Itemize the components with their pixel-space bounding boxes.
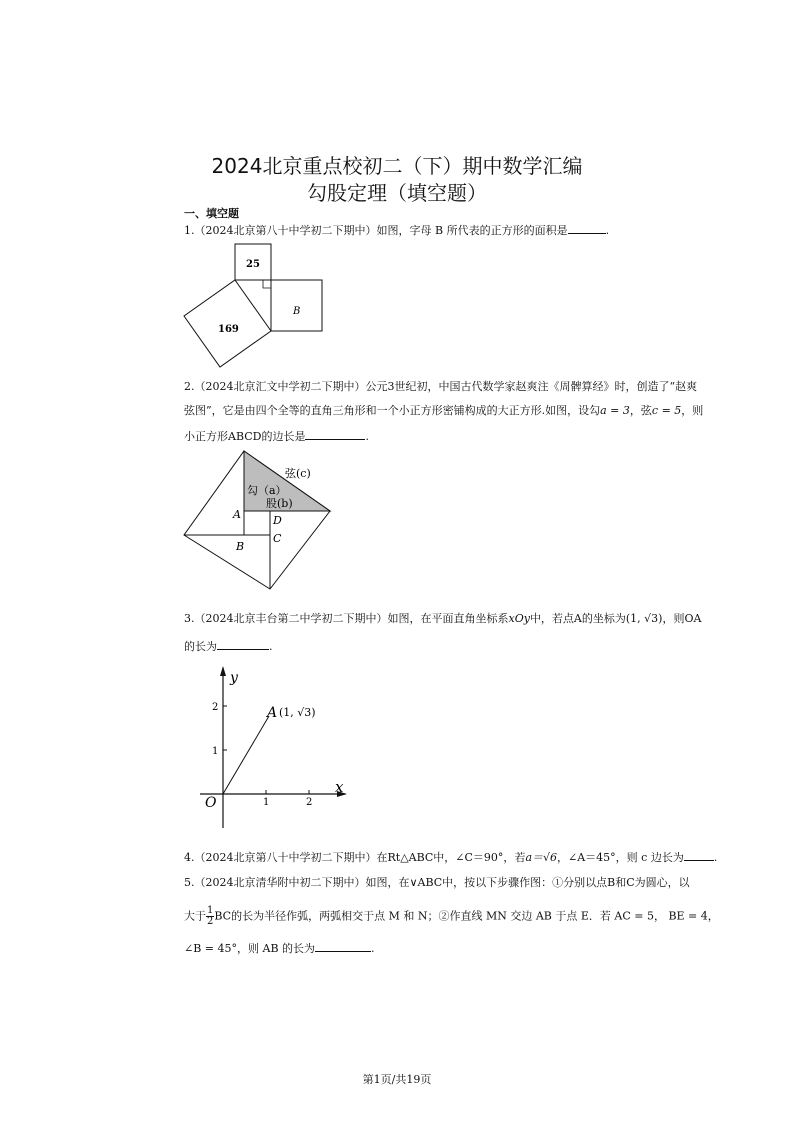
q3-label-y: y — [230, 670, 238, 686]
q4-end: . — [713, 851, 718, 864]
question-2-line-3 — [184, 428, 369, 444]
q2-label-leg-a: 勾（a） — [247, 484, 287, 497]
q5-line-1: 5.（2024北京清华附中初二下期中）如图，在∨ABC中，按以下步骤作图：①分别以点B和C为圆心，以 — [184, 876, 690, 889]
question-5-line-3 — [184, 940, 375, 956]
q3-tick-x1: 1 — [263, 797, 270, 808]
q3-label-coord: (1, √3) — [279, 706, 316, 719]
q3-label-o: O — [205, 795, 217, 811]
q3-tick-y2: 2 — [212, 702, 219, 713]
q5-end: . — [371, 942, 375, 955]
q5-line-2a: 大于 — [184, 909, 206, 923]
q5-frac-den: 2 — [207, 916, 214, 927]
q3-line-2: 的长为 — [184, 640, 217, 653]
q2-label-c: C — [273, 532, 282, 545]
q2-line-3: 小正方形ABCD的边长是 — [184, 430, 306, 443]
q2-label-hyp: 弦(c) — [285, 467, 311, 480]
q1-end: . — [605, 224, 610, 237]
q2-line-2e: ，则 — [681, 404, 704, 417]
q2-answer-blank[interactable] — [305, 428, 365, 440]
q3-answer-blank[interactable] — [217, 638, 269, 650]
q3-end: . — [269, 640, 273, 653]
q3-line-1e: ，则OA — [662, 612, 702, 625]
q3-label-a: A — [267, 705, 278, 721]
q2-label-leg-b: 股(b) — [266, 497, 293, 510]
q4-text-a: 4.（2024北京第八十中学初二下期中）在Rt△ABC中，∠C＝90°，若 — [184, 851, 526, 864]
q1-right-angle-mark — [263, 280, 271, 288]
q3-line-1c: 中，若点A的坐标为 — [529, 612, 626, 625]
q2-line-1: 2.（2024北京汇文中学初二下期中）公元3世纪初，中国古代数学家赵爽注《周髀算经》时，创造了“赵爽 — [184, 380, 698, 393]
q2-label-d: D — [273, 514, 282, 527]
question-1 — [184, 222, 609, 238]
q4-text-c: ，∠A＝45°，则 c 边长为 — [557, 851, 684, 864]
q4-answer-blank[interactable] — [684, 849, 714, 861]
q3-tick-x2: 2 — [306, 797, 313, 808]
q4-a-value: a＝√6 — [525, 851, 558, 864]
q2-label-b: B — [236, 540, 245, 553]
q2-small-square — [244, 511, 270, 535]
q2-c-value: c = 5 — [651, 404, 682, 417]
q5-line-2b: BC的长为半径作弧，两弧相交于点 M 和 N；②作直线 MN 交边 AB 于点 E．若 AC = 5， BE = 4， — [214, 909, 719, 923]
q3-segment-oa — [223, 716, 269, 794]
question-5-line-2 — [184, 906, 719, 927]
question-2-line-1 — [184, 380, 697, 394]
q1-text: 1.（2024北京第八十中学初二下期中）如图，字母 B 所代表的正方形的面积是 — [184, 224, 568, 237]
q5-answer-blank[interactable] — [315, 940, 371, 952]
question-3-line-1 — [184, 612, 701, 626]
q5-line-3: ∠B = 45°，则 AB 的长为 — [184, 942, 316, 955]
question-2-line-2 — [184, 404, 703, 418]
q1-answer-blank[interactable] — [568, 222, 606, 234]
question-5-line-1 — [184, 876, 690, 890]
page-title: 2024北京重点校初二（下）期中数学汇编 — [211, 154, 583, 178]
q2-end: . — [365, 430, 369, 443]
q3-xoy: xOy — [508, 612, 530, 625]
page-subtitle: 勾股定理（填空题） — [307, 181, 487, 205]
q2-a-value: a = 3 — [600, 404, 630, 417]
q3-label-x: x — [335, 778, 344, 796]
q2-label-a: A — [233, 508, 241, 521]
q1-label-169: 169 — [218, 324, 239, 335]
section-heading: 一、填空题 — [184, 207, 239, 220]
q1-label-25: 25 — [246, 259, 260, 270]
q2-line-2a: 弦图”，它是由四个全等的直角三角形和一个小正方形密铺构成的大正方形.如图，设勾 — [184, 404, 601, 417]
q2-figure — [180, 447, 336, 593]
q3-figure — [195, 662, 355, 832]
q3-coord: (1, √3) — [625, 612, 663, 625]
question-3-line-2 — [184, 638, 273, 654]
page-footer: 第1页/共19页 — [362, 1073, 432, 1086]
question-4 — [184, 849, 717, 865]
q1-figure — [180, 240, 330, 372]
q5-frac-num: 1 — [207, 905, 214, 916]
q3-line-1a: 3.（2024北京丰台第二中学初二下期中）如图，在平面直角坐标系 — [184, 612, 509, 625]
q2-line-2c: ，弦 — [629, 404, 652, 417]
q3-tick-y1: 1 — [212, 746, 219, 757]
q1-label-b: B — [293, 306, 301, 317]
